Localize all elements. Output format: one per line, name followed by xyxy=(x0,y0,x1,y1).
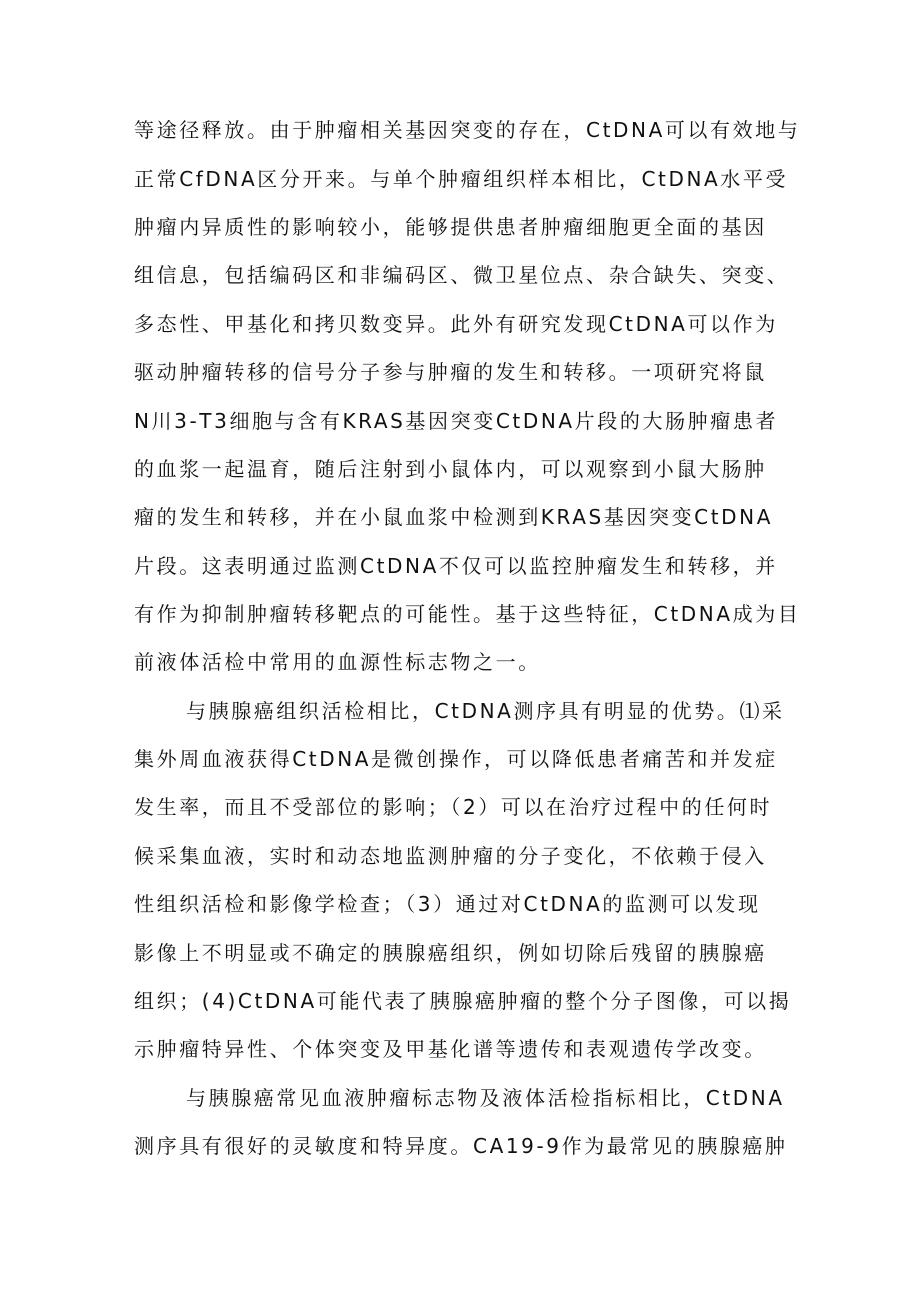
text-line: 组信息，包括编码区和非编码区、微卫星位点、杂合缺失、突变、 xyxy=(134,263,790,287)
text-line: 性组织活检和影像学检查；（3）通过对CtDNA的监测可以发现 xyxy=(134,892,761,916)
text-line: 影像上不明显或不确定的胰腺癌组织，例如切除后残留的胰腺癌 xyxy=(134,941,767,965)
text-line: 前液体活检中常用的血源性标志物之一。 xyxy=(134,650,541,674)
text-line: 候采集血液，实时和动态地监测肿瘤的分子变化，不依赖于侵入 xyxy=(134,844,767,868)
text-line: 正常CfDNA区分开来。与单个肿瘤组织样本相比，CtDNA水平受 xyxy=(134,167,789,191)
text-line: N川3-T3细胞与含有KRAS基因突变CtDNA片段的大肠肿瘤患者 xyxy=(134,409,779,433)
text-line: 有作为抑制肿瘤转移靶点的可能性。基于这些特征，CtDNA成为目 xyxy=(134,602,801,626)
text-line: 多态性、甲基化和拷贝数变异。此外有研究发现CtDNA可以作为 xyxy=(134,312,778,336)
text-line: 片段。这表明通过监测CtDNA不仅可以监控肿瘤发生和转移，并 xyxy=(134,554,778,578)
paragraph-start: 与胰腺癌组织活检相比，CtDNA测序具有明显的优势。⑴采 xyxy=(186,699,785,723)
text-line: 肿瘤内异质性的影响较小，能够提供患者肿瘤细胞更全面的基因 xyxy=(134,215,767,239)
paragraph-start: 与胰腺癌常见血液肿瘤标志物及液体活检指标相比，CtDNA xyxy=(186,1086,785,1110)
text-line: 测序具有很好的灵敏度和特异度。CA19-9作为最常见的胰腺癌肿 xyxy=(134,1134,788,1158)
text-line: 集外周血液获得CtDNA是微创操作，可以降低患者痛苦和并发症 xyxy=(134,747,778,771)
text-line: 驱动肿瘤转移的信号分子参与肿瘤的发生和转移。一项研究将鼠 xyxy=(134,360,767,384)
text-line: 瘤的发生和转移，并在小鼠血浆中检测到KRAS基因突变CtDNA xyxy=(134,505,774,529)
text-line: 示肿瘤特异性、个体突变及甲基化谱等遗传和表观遗传学改变。 xyxy=(134,1037,767,1061)
text-line: 组织；(4)CtDNA可能代表了胰腺癌肿瘤的整个分子图像，可以揭 xyxy=(134,989,792,1013)
text-line: 的血浆一起温育，随后注射到小鼠体内，可以观察到小鼠大肠肿 xyxy=(134,457,767,481)
text-line: 发生率，而且不受部位的影响；（2）可以在治疗过程中的任何时 xyxy=(134,795,773,819)
text-line: 等途径释放。由于肿瘤相关基因突变的存在，CtDNA可以有效地与 xyxy=(134,118,801,142)
